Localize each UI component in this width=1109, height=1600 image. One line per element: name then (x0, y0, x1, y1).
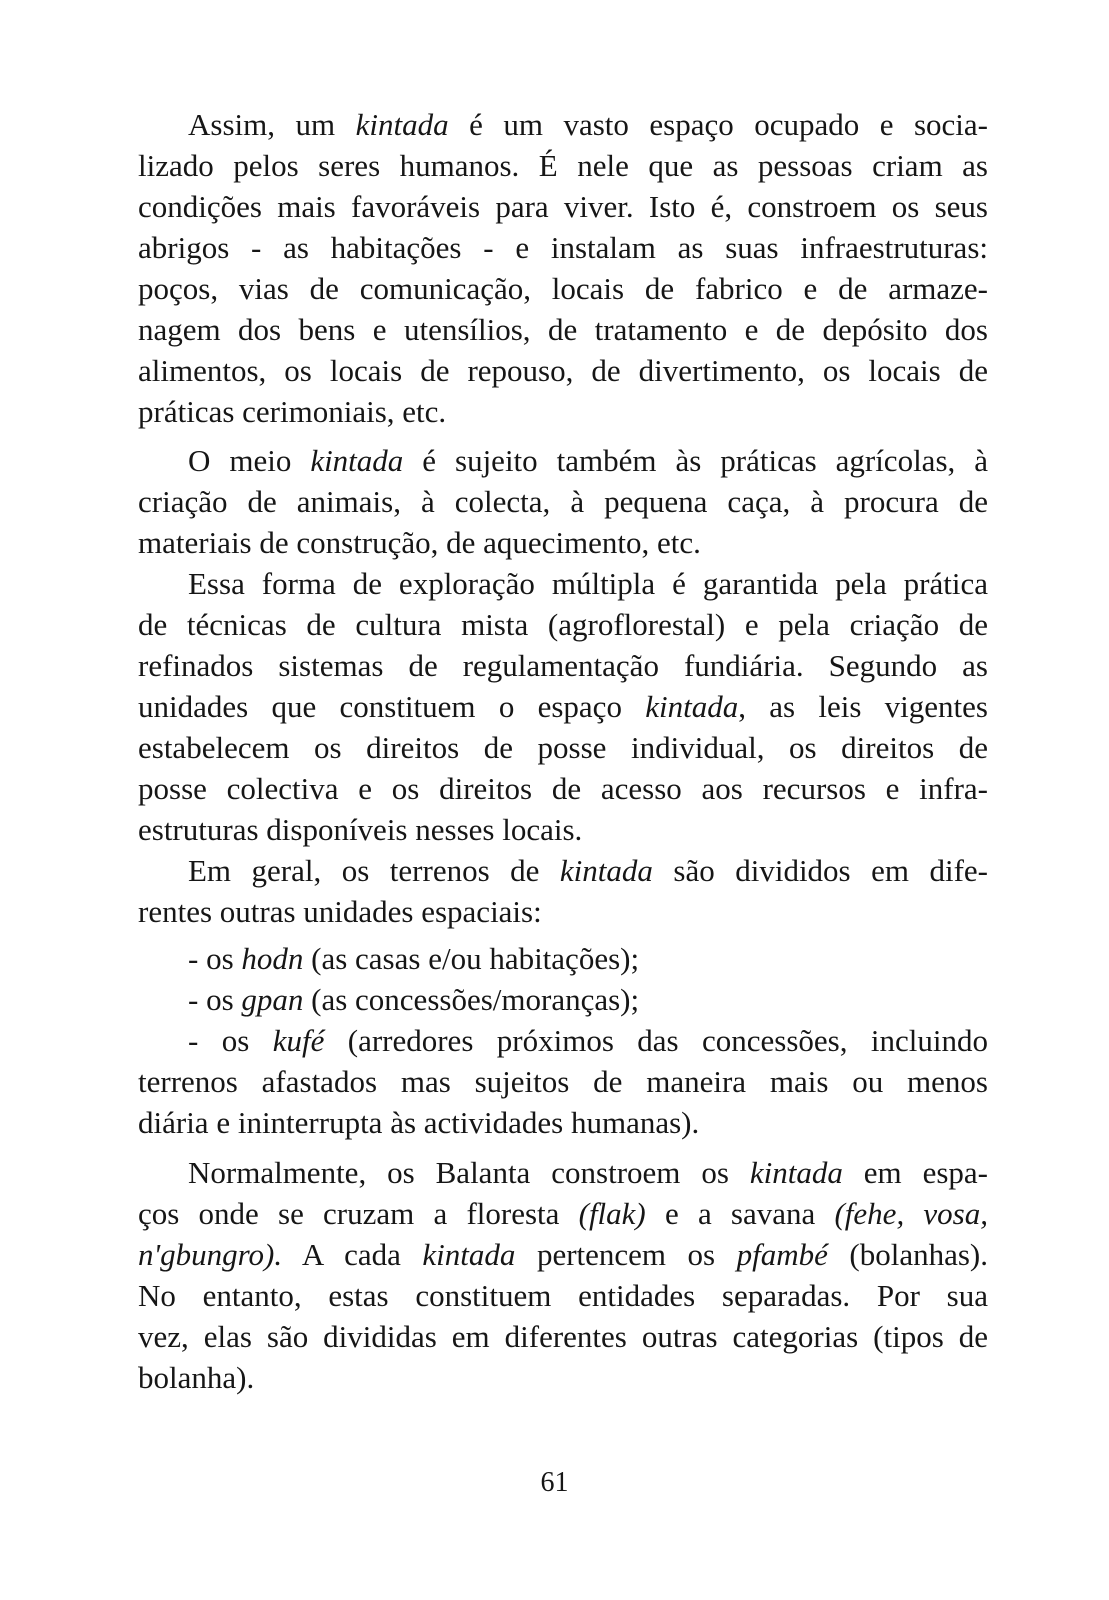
text-line (138, 186, 988, 227)
text-run: No entanto, estas constituem entidades separadas. Por sua (138, 1278, 988, 1313)
text-run: , as leis vigentes (738, 689, 988, 724)
text-line (138, 938, 988, 979)
italic-term: kintada (559, 853, 653, 888)
text-line (138, 1061, 988, 1102)
italic-term: (fehe, vosa, (834, 1196, 988, 1231)
text-run: vez, elas são divididas em diferentes outras categorias (tipos de (138, 1319, 988, 1354)
text-line (138, 1102, 988, 1143)
text-run: (arredores próximos das concessões, incluindo (324, 1023, 989, 1058)
text-run: Em geral, os terrenos de (188, 853, 560, 888)
text-run: posse colectiva e os direitos de acesso aos recursos e infra- (138, 771, 988, 806)
text-line (138, 1193, 988, 1234)
text-run: materiais de construção, de aquecimento, etc. (138, 525, 701, 560)
text-run: bolanha). (138, 1360, 255, 1395)
italic-term: kintada (645, 689, 739, 724)
text-run: estabelecem os direitos de posse individual, os direitos de (138, 730, 988, 765)
text-run: - os (188, 982, 242, 1017)
text-line (138, 522, 988, 563)
text-run: de técnicas de cultura mista (agroflorestal) e pela criação de (138, 607, 988, 642)
text-run: alimentos, os locais de repouso, de divertimento, os locais de (138, 353, 988, 388)
text-run: são divididos em dife- (652, 853, 989, 888)
text-run: Normalmente, os Balanta constroem os (188, 1155, 750, 1190)
text-line (138, 391, 988, 432)
text-line (138, 1234, 988, 1275)
text-line (138, 481, 988, 522)
text-line (138, 1152, 988, 1193)
text-line (138, 850, 988, 891)
text-run: e a savana (645, 1196, 835, 1231)
text-run: Assim, um (188, 107, 356, 142)
text-line (138, 1020, 988, 1061)
text-run: Essa forma de exploração múltipla é garantida pela prática (188, 566, 988, 601)
italic-term: kintada (749, 1155, 843, 1190)
text-line (138, 809, 988, 850)
text-line (138, 1357, 988, 1398)
text-run: O meio (188, 443, 311, 478)
text-run: práticas cerimoniais, etc. (138, 394, 447, 429)
text-line (138, 1275, 988, 1316)
text-line (138, 727, 988, 768)
italic-term: kufé (272, 1023, 325, 1058)
text-run: pertencem os (515, 1237, 737, 1272)
italic-term: kintada (355, 107, 449, 142)
text-run: (bolanhas). (827, 1237, 988, 1272)
text-line (138, 979, 988, 1020)
text-run: terrenos afastados mas sujeitos de maneira mais ou menos (138, 1064, 988, 1099)
italic-term: gpan (241, 982, 304, 1017)
text-run: refinados sistemas de regulamentação fundiária. Segundo as (138, 648, 988, 683)
text-run: criação de animais, à colecta, à pequena caça, à procura de (138, 484, 988, 519)
text-run: é sujeito também às práticas agrícolas, à (403, 443, 988, 478)
text-run: (as casas e/ou habitações); (303, 941, 640, 976)
text-run: poços, vias de comunicação, locais de fabrico e de armaze- (138, 271, 988, 306)
text-run: rentes outras unidades espaciais: (138, 894, 542, 929)
text-run: A cada (282, 1237, 423, 1272)
text-line (138, 686, 988, 727)
text-run: - os (188, 1023, 273, 1058)
text-line (138, 1316, 988, 1357)
text-line (138, 350, 988, 391)
text-line (138, 309, 988, 350)
text-line (138, 227, 988, 268)
text-run: - os (188, 941, 242, 976)
italic-term: n'gbungro). (138, 1237, 283, 1272)
text-run: estruturas disponíveis nesses locais. (138, 812, 583, 847)
text-line (138, 768, 988, 809)
italic-term: (flak) (578, 1196, 646, 1231)
text-run: ços onde se cruzam a floresta (138, 1196, 579, 1231)
text-line (138, 891, 988, 932)
text-line (138, 145, 988, 186)
text-run: é um vasto espaço ocupado e socia- (448, 107, 988, 142)
text-line (138, 645, 988, 686)
text-line (138, 104, 988, 145)
text-run: condições mais favoráveis para viver. Isto é, constroem os seus (138, 189, 988, 224)
text-line (138, 440, 988, 481)
text-run: unidades que constituem o espaço (138, 689, 646, 724)
text-run: (as concessões/moranças); (303, 982, 640, 1017)
text-line (138, 604, 988, 645)
italic-term: kintada (310, 443, 404, 478)
text-run: abrigos - as habitações - e instalam as suas infraestruturas: (138, 230, 988, 265)
text-run: lizado pelos seres humanos. É nele que as pessoas criam as (138, 148, 988, 183)
text-run: em espa- (842, 1155, 988, 1190)
italic-term: pfambé (736, 1237, 828, 1272)
page-number: 61 (540, 1467, 569, 1498)
text-run: diária e ininterrupta às actividades humanas). (138, 1105, 700, 1140)
italic-term: hodn (241, 941, 304, 976)
italic-term: kintada (422, 1237, 516, 1272)
text-line (138, 563, 988, 604)
text-line (138, 268, 988, 309)
text-run: nagem dos bens e utensílios, de tratamento e de depósito dos (138, 312, 988, 347)
